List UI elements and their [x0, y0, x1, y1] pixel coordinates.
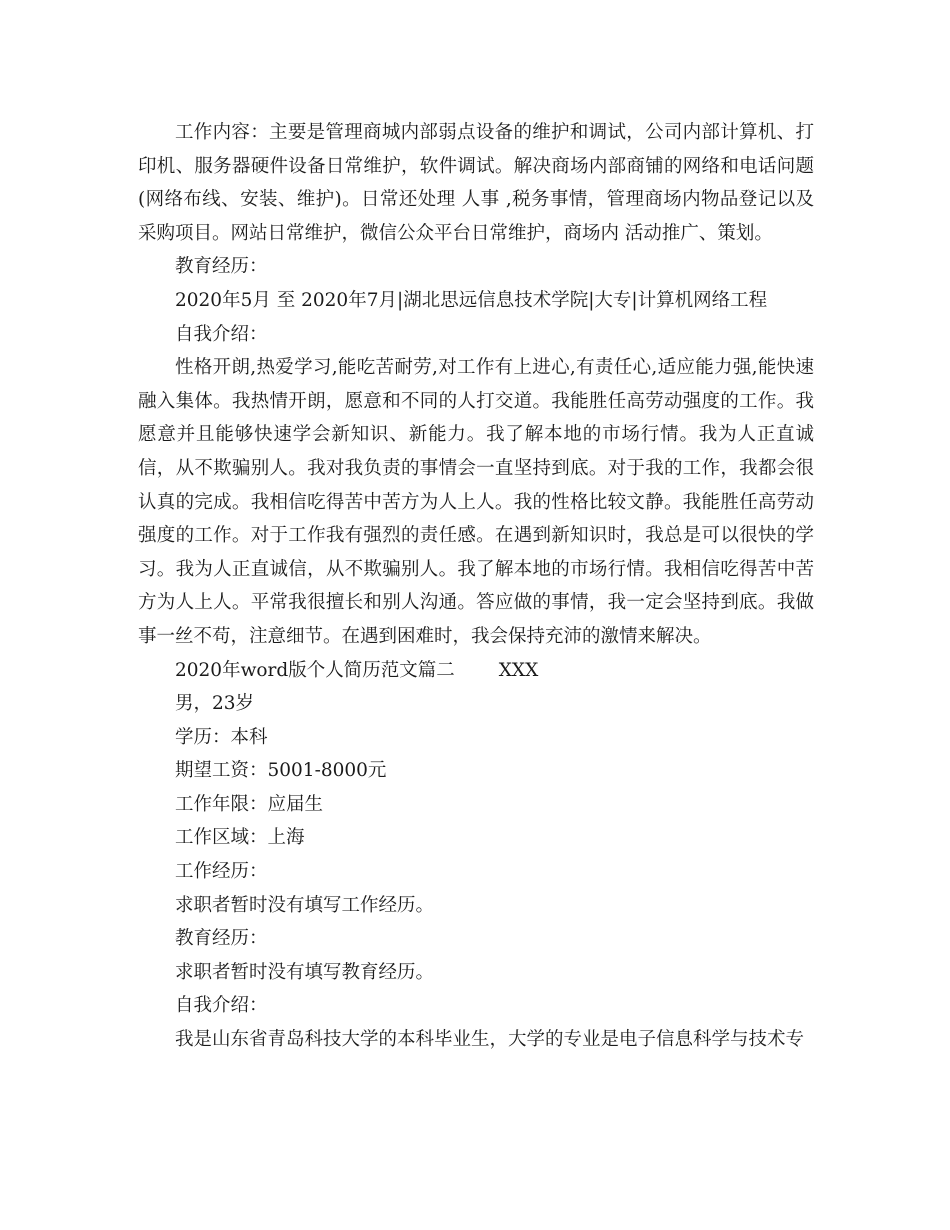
candidate-name: XXX: [498, 659, 539, 681]
section-title-line: [138, 654, 814, 688]
work-content-paragraph: 工作内容：主要是管理商城内部弱点设备的维护和调试，公司内部计算机、打印机、服务器硬件设备日常维护，软件调试。解决商场内部商铺的网络和电话问题(网络布线、安装、维护)。日常还处理 人事 ,税务事情，管理商场内物品登记以及采购项目。网站日常维护，微信公众平台日常维护，商场内 活动推广、策划。: [138, 122, 814, 244]
self-intro-paragraph-2: 我是山东省青岛科技大学的本科毕业生，大学的专业是电子信息科学与技术专: [175, 1029, 805, 1051]
work-experience-value: 求职者暂时没有填写工作经历。: [175, 894, 435, 916]
expected-salary: 期望工资：5001-8000元: [175, 760, 387, 782]
work-years: 工作年限：应届生: [175, 793, 324, 815]
self-intro-heading: 自我介绍：: [175, 323, 268, 345]
document-body: [138, 116, 814, 1057]
self-intro-heading-2: 自我介绍：: [175, 995, 268, 1017]
section-title: 2020年word版个人简历范文篇二: [175, 659, 455, 681]
work-area: 工作区域：上海: [175, 827, 305, 849]
self-intro-paragraph: 性格开朗,热爱学习,能吃苦耐劳,对工作有上进心,有责任心,适应能力强,能快速融入集体。我热情开朗，愿意和不同的人打交道。我能胜任高劳动强度的工作。我愿意并且能够快速学会新知识、新能力。我了解本地的市场行情。我为人正直诚信，从不欺骗别人。我对我负责的事情会一直坚持到底。对于我的工作，我都会很认真的完成。我相信吃得苦中苦方为人上人。我的性格比较文静。我能胜任高劳动强度的工作。对于工作我有强烈的责任感。在遇到新知识时，我总是可以很快的学习。我为人正直诚信，从不欺骗别人。我了解本地的市场行情。我相信吃得苦中苦方为人上人。平常我很擅长和别人沟通。答应做的事情，我一定会坚持到底。我做事一丝不苟，注意细节。在遇到困难时，我会保持充沛的激情来解决。: [138, 357, 814, 647]
education-heading: 教育经历：: [175, 256, 268, 278]
education-entry: 2020年5月 至 2020年7月|湖北思远信息技术学院|大专|计算机网络工程: [175, 289, 768, 311]
education-heading-2: 教育经历：: [175, 928, 268, 950]
education-value-2: 求职者暂时没有填写教育经历。: [175, 961, 435, 983]
education-level: 学历：本科: [175, 726, 268, 748]
gender-age: 男，23岁: [175, 693, 255, 715]
work-experience-heading: 工作经历：: [175, 861, 268, 883]
